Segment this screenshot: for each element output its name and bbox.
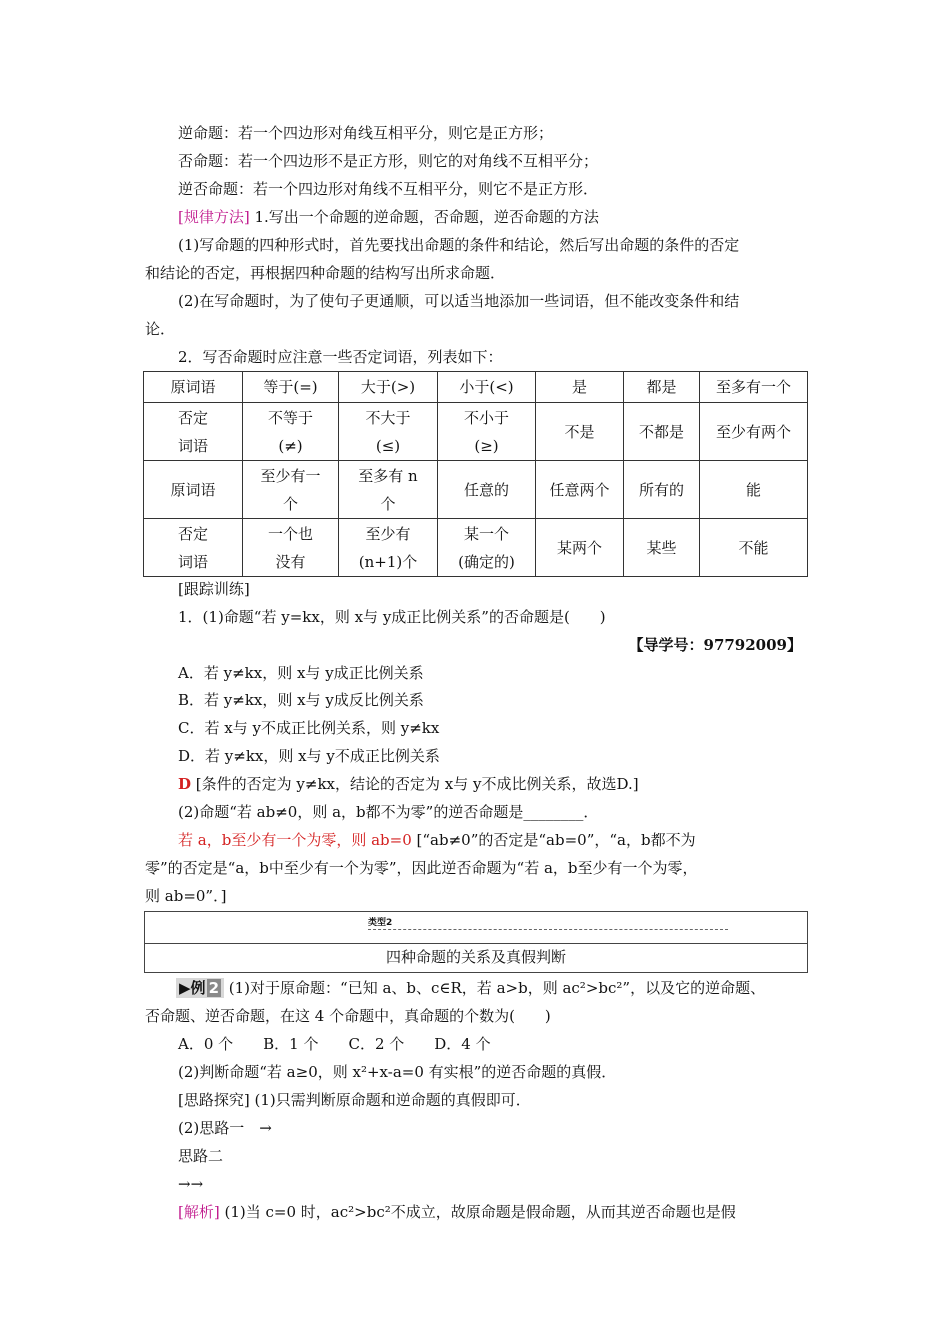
table-cell: 原词语 [144, 372, 243, 403]
table-row [144, 519, 808, 577]
answer-2-result: 若 a，b至少有一个为零，则 ab=0 [178, 831, 412, 849]
table-cell: 否定 词语 [144, 519, 243, 577]
thinking-tag: [思路探究] [178, 1091, 250, 1109]
type-title: 四种命题的关系及真假判断 [385, 948, 566, 966]
table-cell: 至少有两个 [700, 403, 808, 461]
method-paragraph-2b: 论． [145, 320, 176, 338]
contrapositive-statement: 逆否命题：若一个四边形对角线不互相平分，则它不是正方形． [178, 180, 599, 198]
table-cell: 不小于 (≥) [438, 403, 536, 461]
table-cell: 原词语 [144, 461, 243, 519]
type-tag: 类型2 [368, 918, 393, 928]
table-cell: 否定 词语 [144, 403, 243, 461]
practice-tag: [跟踪训练] [178, 580, 250, 598]
table-cell: 大于(>) [339, 372, 438, 403]
converse-statement: 逆命题：若一个四边形对角线互相平分，则它是正方形； [178, 124, 554, 142]
answer-1-explanation: [条件的否定为 y≠kx，结论的否定为 x与 y不成比例关系，故选D.] [195, 775, 639, 793]
method-paragraph-1b: 和结论的否定，再根据四种命题的结构写出所求命题． [145, 264, 506, 282]
question-1-2: (2)命题“若 ab≠0，则 a，b都不为零”的逆否命题是________． [178, 803, 599, 821]
table-cell: 都是 [624, 372, 700, 403]
answer-2-line-2: 零”的否定是“a，b中至少有一个为零”，因此逆否命题为“若 a，b至少有一个为零， [145, 859, 698, 877]
table-cell: 不等于 (≠) [243, 403, 339, 461]
answer-1 [178, 774, 639, 794]
method-paragraph-2a: (2)在写命题时，为了使句子更通顺，可以适当地添加一些词语，但不能改变条件和结 [178, 292, 740, 310]
example-tag: ▶例 2 [176, 978, 224, 998]
table-cell: 至少有 (n+1)个 [339, 519, 438, 577]
table-cell: 所有的 [624, 461, 700, 519]
method-heading [178, 207, 599, 227]
table-cell: 不能 [700, 519, 808, 577]
answer-2-explanation: [“ab≠0”的否定是“ab=0”，“a，b都不为 [416, 831, 696, 849]
method-paragraph-1a: (1)写命题的四种形式时，首先要找出命题的条件和结论，然后写出命题的条件的否定 [178, 236, 740, 254]
table-cell: 至多有 n 个 [339, 461, 438, 519]
answer-2 [178, 830, 696, 850]
question-1-1: 1．(1)命题“若 y=kx，则 x与 y成正比例关系”的否命题是( ) [178, 608, 606, 626]
table-cell: 任意两个 [536, 461, 624, 519]
type-heading-box [144, 911, 808, 973]
table-cell: 某一个 (确定的) [438, 519, 536, 577]
table-cell: 至多有一个 [700, 372, 808, 403]
table-cell: 不都是 [624, 403, 700, 461]
table-cell: 等于(=) [243, 372, 339, 403]
option-b: B．若 y≠kx，则 x与 y成反比例关系 [178, 691, 424, 709]
option-d: D．若 y≠kx，则 x与 y不成正比例关系 [178, 747, 440, 765]
answer-1-letter: D [178, 775, 192, 793]
solution-tag: [解析] [178, 1203, 220, 1221]
table-cell: 一个也 没有 [243, 519, 339, 577]
table-cell: 小于(<) [438, 372, 536, 403]
example-2-line-2: 否命题、逆否命题，在这 4 个命题中，真命题的个数为( ) [145, 1007, 551, 1025]
guide-number: 【导学号：97792009】 [628, 636, 802, 654]
route-two: 思路二 [178, 1147, 224, 1165]
example-2-part-2: (2)判断命题“若 a≥0，则 x²+x-a=0 有实根”的逆否命题的真假． [178, 1063, 617, 1081]
table-cell: 能 [700, 461, 808, 519]
table-row [144, 403, 808, 461]
route-one: (2)思路一 → [178, 1119, 272, 1137]
example-2-text: (1)对于原命题：“已知 a、b、c∈R，若 a>b，则 ac²>bc²”，以及它的逆命题、 [228, 979, 766, 997]
route-arrows: →→ [178, 1175, 204, 1193]
negation-words-table [143, 371, 808, 577]
table-cell: 不大于 (≤) [339, 403, 438, 461]
option-a: A．若 y≠kx，则 x与 y成正比例关系 [178, 664, 424, 682]
inverse-statement: 否命题：若一个四边形不是正方形，则它的对角线不互相平分； [178, 152, 599, 170]
table-cell: 不是 [536, 403, 624, 461]
solution-text: (1)当 c=0 时，ac²>bc²不成立，故原命题是假命题，从而其逆否命题也是假 [224, 1203, 736, 1221]
table-cell: 是 [536, 372, 624, 403]
option-c: C．若 x与 y不成正比例关系，则 y≠kx [178, 719, 440, 737]
table-row [144, 372, 808, 403]
table-row [144, 461, 808, 519]
type-divider [368, 929, 728, 930]
answer-2-line-3: 则 ab=0”．] [145, 887, 227, 905]
example-2-options: A．0 个 B．1 个 C．2 个 D．4 个 [178, 1035, 491, 1053]
table-cell: 某两个 [536, 519, 624, 577]
example-2-line-1 [176, 978, 765, 998]
method-paragraph-3: 2．写否命题时应注意一些否定词语，列表如下： [178, 348, 503, 366]
method-title: 1.写出一个命题的逆命题，否命题，逆否命题的方法 [254, 208, 599, 226]
solution-line [178, 1202, 736, 1222]
method-tag: [规律方法] [178, 208, 250, 226]
table-cell: 任意的 [438, 461, 536, 519]
thinking-line [178, 1090, 531, 1110]
table-cell: 某些 [624, 519, 700, 577]
table-cell: 至少有一 个 [243, 461, 339, 519]
thinking-text: (1)只需判断原命题和逆命题的真假即可． [254, 1091, 531, 1109]
